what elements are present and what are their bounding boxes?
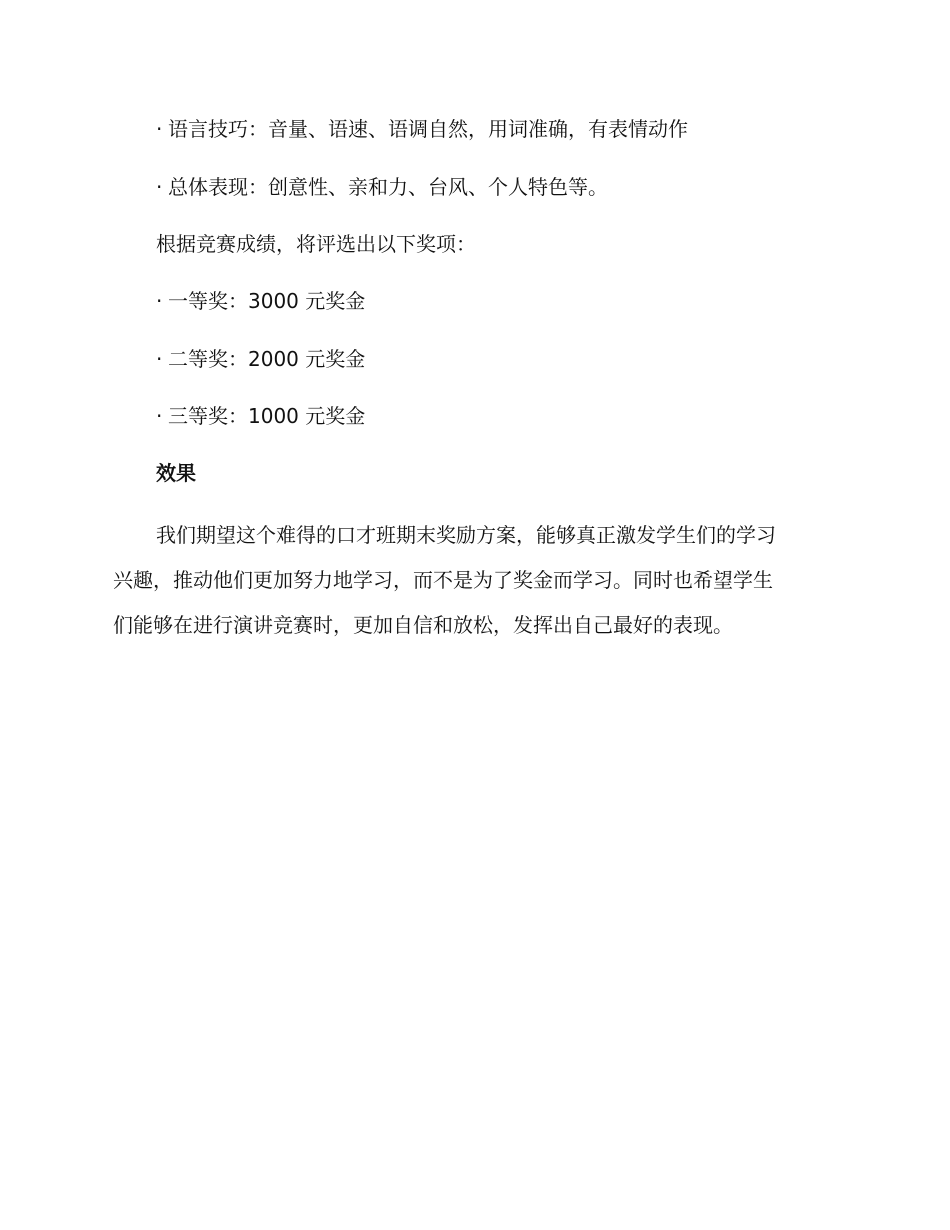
criteria-text: 总体表现：创意性、亲和力、台风、个人特色等。 bbox=[168, 175, 608, 199]
paragraph-line: 我们期望这个难得的口才班期末奖励方案，能够真正激发学生们的学习 bbox=[156, 523, 776, 547]
criteria-item-language bbox=[156, 115, 688, 143]
criteria-text: 语言技巧：音量、语速、语调自然，用词准确，有表情动作 bbox=[168, 117, 688, 141]
bullet-icon: · bbox=[156, 404, 163, 428]
award-text: 三等奖：1000 元奖金 bbox=[168, 404, 366, 428]
effect-paragraph bbox=[113, 513, 837, 648]
award-item-first bbox=[156, 287, 365, 315]
criteria-item-overall bbox=[156, 173, 608, 201]
bullet-icon: · bbox=[156, 347, 163, 371]
awards-intro: 根据竞赛成绩，将评选出以下奖项： bbox=[156, 232, 476, 256]
award-item-second bbox=[156, 345, 365, 373]
paragraph-line: 兴趣，推动他们更加努力地学习，而不是为了奖金而学习。同时也希望学生 bbox=[113, 568, 773, 592]
bullet-icon: · bbox=[156, 175, 163, 199]
award-text: 一等奖：3000 元奖金 bbox=[168, 289, 366, 313]
bullet-icon: · bbox=[156, 117, 163, 141]
bullet-icon: · bbox=[156, 289, 163, 313]
section-heading-effect: 效果 bbox=[156, 461, 196, 485]
award-item-third bbox=[156, 402, 365, 430]
paragraph-line: 们能够在进行演讲竞赛时，更加自信和放松，发挥出自己最好的表现。 bbox=[113, 613, 733, 637]
award-text: 二等奖：2000 元奖金 bbox=[168, 347, 366, 371]
